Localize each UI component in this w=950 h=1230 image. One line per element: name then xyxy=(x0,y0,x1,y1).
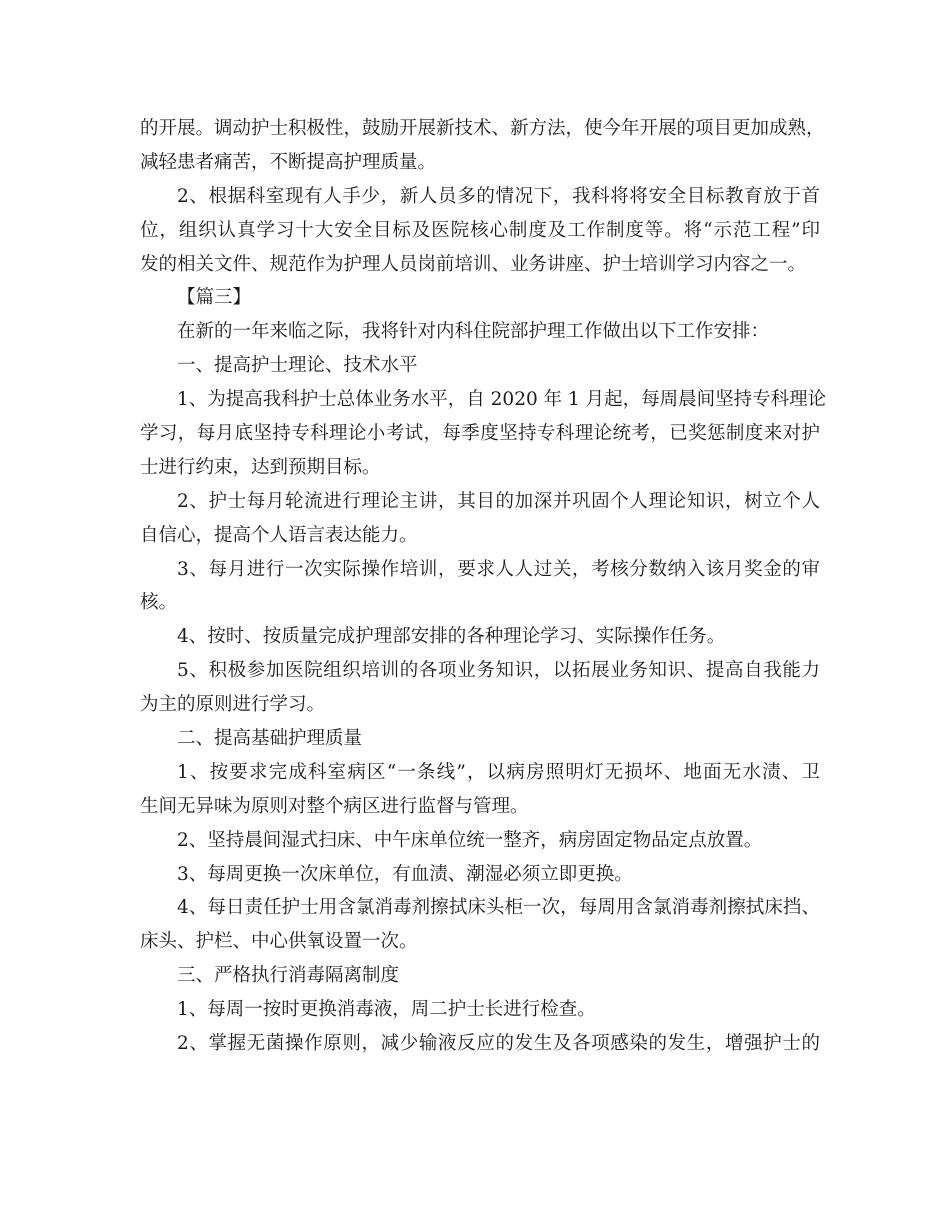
text-line: 4、每日责任护士用含氯消毒剂擦拭床头柜一次，每周用含氯消毒剂擦拭床挡、 xyxy=(177,897,820,919)
text-line: 生间无异味为原则对整个病区进行监督与管理。 xyxy=(140,795,529,817)
document-body xyxy=(140,112,827,1061)
text-line: 二、提高基础护理质量 xyxy=(177,728,363,750)
text-line: 士进行约束，达到预期目标。 xyxy=(140,456,381,478)
text-line: 1、为提高我科护士总体业务水平，自 2020 年 1 月起，每周晨间坚持专科理论 xyxy=(177,389,827,411)
text-line: 2、护士每月轮流进行理论主讲，其目的加深并巩固个人理论知识，树立个人 xyxy=(177,490,820,512)
text-line: 在新的一年来临之际，我将针对内科住院部护理工作做出以下工作安排： xyxy=(177,321,770,343)
text-line: 减轻患者痛苦，不断提高护理质量。 xyxy=(140,151,437,173)
text-line: 的开展。调动护士积极性，鼓励开展新技术、新方法，使今年开展的项目更加成熟， xyxy=(140,118,825,139)
text-line: 一、提高护士理论、技术水平 xyxy=(177,355,418,377)
text-line: 2、掌握无菌操作原则，减少输液反应的发生及各项感染的发生，增强护士的 xyxy=(177,1033,820,1055)
text-line: 三、严格执行消毒隔离制度 xyxy=(177,965,400,987)
text-line: 1、按要求完成科室病区“一条线”，以病房照明灯无损坏、地面无水渍、卫 xyxy=(177,761,820,783)
text-line: 发的相关文件、规范作为护理人员岗前培训、业务讲座、护士培训学习内容之一。 xyxy=(140,253,807,275)
text-line: 核。 xyxy=(140,592,178,614)
text-line: 3、每周更换一次床单位，有血渍、潮湿必须立即更换。 xyxy=(177,863,633,885)
text-line: 2、根据科室现有人手少，新人员多的情况下，我科将将安全目标教育放于首 xyxy=(177,185,820,207)
text-line: 3、每月进行一次实际操作培训，要求人人过关，考核分数纳入该月奖金的审 xyxy=(177,558,820,580)
text-line: 4、按时、按质量完成护理部安排的各种理论学习、实际操作任务。 xyxy=(177,626,726,648)
text-line: 学习，每月底坚持专科理论小考试，每季度坚持专科理论统考，已奖惩制度来对护 xyxy=(140,423,820,445)
text-line: 5、积极参加医院组织培训的各项业务知识，以拓展业务知识、提高自我能力 xyxy=(177,660,820,682)
text-line: 床头、护栏、中心供氧设置一次。 xyxy=(140,931,418,953)
text-line: 1、每周一按时更换消毒液，周二护士长进行检查。 xyxy=(177,999,596,1021)
text-line: 2、坚持晨间湿式扫床、中午床单位统一整齐，病房固定物品定点放置。 xyxy=(177,829,763,851)
text-line: 【篇三】 xyxy=(177,287,252,309)
text-line: 位，组织认真学习十大安全目标及医院核心制度及工作制度等。将“示范工程”印 xyxy=(140,219,820,241)
text-line: 自信心，提高个人语言表达能力。 xyxy=(140,524,418,546)
text-line: 为主的原则进行学习。 xyxy=(140,694,326,716)
